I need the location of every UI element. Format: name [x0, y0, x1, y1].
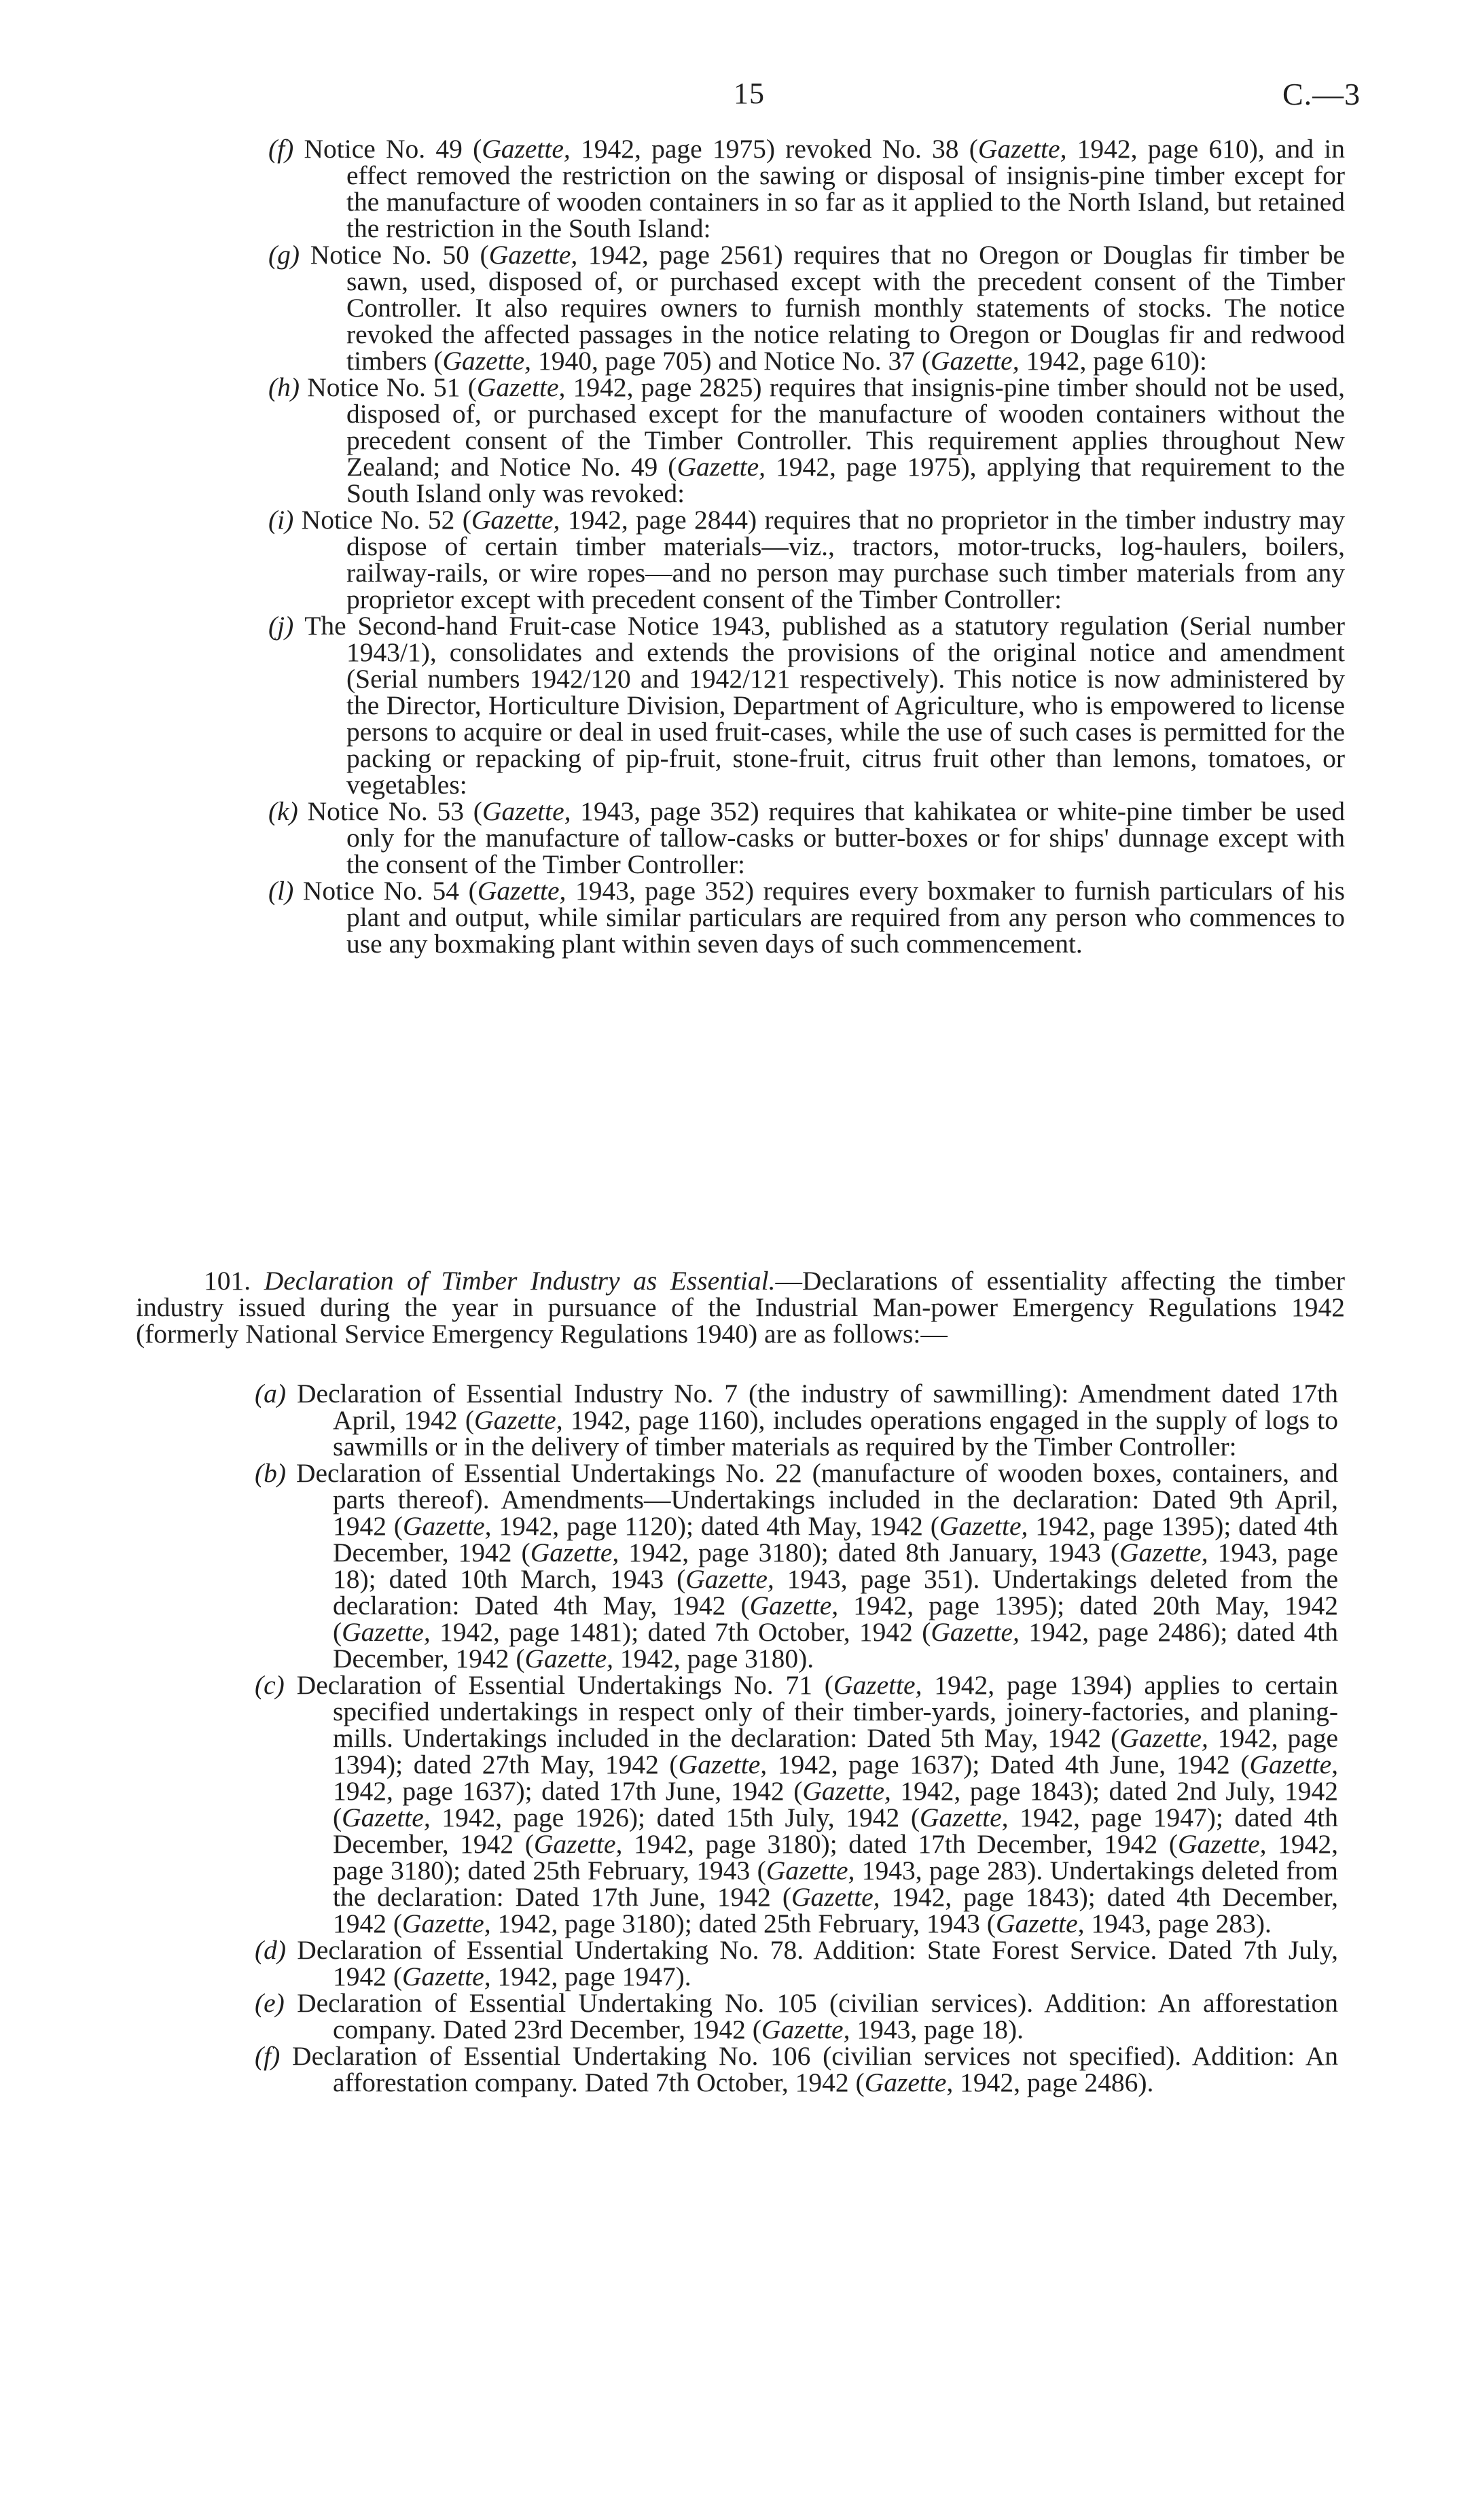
gazette-citation: Gazette, — [482, 796, 571, 826]
item-text: Notice No. 49 ( — [304, 134, 482, 164]
notice-item — [268, 374, 1345, 507]
gazette-citation: Gazette, — [791, 1882, 880, 1912]
gazette-citation: Gazette, — [1119, 1538, 1208, 1567]
gazette-citation: Gazette, — [1119, 1723, 1208, 1753]
item-label: (f) — [255, 2041, 281, 2071]
item-text: 1942, page 3180); dated 25th February, 1943 ( — [333, 1829, 1339, 1885]
gazette-citation: Gazette, — [977, 134, 1067, 164]
gazette-citation: Gazette, — [761, 2015, 850, 2044]
item-text: 1943, page 18); dated 10th March, 1943 ( — [333, 1538, 1338, 1594]
gazette-citation: Gazette, — [488, 240, 578, 270]
section-number: 101. — [204, 1266, 251, 1296]
item-label: (h) — [268, 372, 300, 402]
item-text: Declaration of Essential Undertaking No. 106 (civilian services not specified). Addition: An afforestation company. Dated 7th October, 1942 ( — [292, 2041, 1339, 2097]
item-text: 1942, page 1975) revoked No. 38 ( — [570, 134, 978, 164]
gazette-citation: Gazette, — [533, 1829, 623, 1859]
item-label: (j) — [268, 611, 294, 641]
item-text: Notice No. 50 ( — [310, 240, 489, 270]
gazette-citation: Gazette, — [749, 1591, 839, 1620]
item-text: Notice No. 54 ( — [302, 876, 478, 906]
gazette-citation: Gazette, — [442, 346, 532, 376]
notice-list — [268, 136, 1345, 957]
item-text: 1942, page 2486); dated 4th December, 1942 ( — [333, 1617, 1338, 1673]
item-text: 1942, page 1947). — [490, 1962, 691, 1991]
item-text: 1942, page 1637); dated 17th June, 1942 ( — [333, 1776, 803, 1806]
item-text: Notice No. 52 ( — [301, 505, 471, 535]
gazette-citation: Gazette, — [474, 1405, 563, 1435]
item-text: 1943, page 18). — [850, 2015, 1024, 2044]
item-text: 1942, page 1394); dated 27th May, 1942 ( — [333, 1723, 1338, 1779]
gazette-citation: Gazette, — [864, 2068, 954, 2097]
item-text: 1942, page 1637); Dated 4th June, 1942 ( — [767, 1750, 1250, 1779]
item-text: 1942, page 1975), applying that requirement to the South Island only was revoked: — [346, 452, 1345, 508]
page-number: 15 — [734, 77, 765, 110]
gazette-citation: Gazette, — [1178, 1829, 1267, 1859]
item-label: (i) — [268, 505, 294, 535]
item-label: (b) — [255, 1458, 287, 1488]
gazette-citation: Gazette, — [802, 1776, 891, 1806]
item-text: 1942, page 1926); dated 15th July, 1942 ( — [430, 1803, 920, 1832]
item-text: Declaration of Essential Undertakings No. 22 (manufacture of wooden boxes, containers, and parts thereof). Amendments—Undertakings included in the declaration: Dated 9th April, 1942 ( — [295, 1458, 1339, 1541]
item-text: 1940, page 705) and Notice No. 37 ( — [531, 346, 931, 376]
item-text: 1942, page 1481); dated 7th October, 1942 ( — [430, 1617, 931, 1647]
gazette-citation: Gazette, — [482, 134, 571, 164]
item-text: 1943, page 352) requires every boxmaker to furnish particulars of his plant and output, while similar particulars are required from any person who commences to use any boxmaking plant within seven days of such commencement. — [346, 876, 1346, 959]
item-text: 1942, page 3180); dated 17th December, 1942 ( — [622, 1829, 1178, 1859]
document-reference: C.—3 — [1282, 77, 1361, 111]
item-text: 1942, page 2844) requires that no proprietor in the timber industry may dispose of certain timber materials—viz., tractors, motor-trucks, log-haulers, boilers, railway-rails, or wire ropes—and no person may purchase such timber materials from any proprietor except with precedent consent of the Timber Controller: — [346, 505, 1345, 614]
declaration-item — [255, 1381, 1338, 1460]
item-label: (g) — [268, 240, 300, 270]
item-text: Declaration of Essential Undertaking No. 78. Addition: State Forest Service. Dated 7th July, 1942 ( — [297, 1935, 1338, 1991]
declaration-item — [255, 1937, 1338, 1990]
item-text: 1942, page 3180); dated 8th January, 1943 ( — [619, 1538, 1120, 1567]
item-text: 1942, page 2561) requires that no Oregon or Douglas fir timber be sawn, used, disposed of, or purchased except with the precedent consent of the Timber Controller. It also requires owners to furnish monthly statements of stocks. The notice revoked the affected passages in the notice relating to Oregon or Douglas fir and redwood timbers ( — [346, 240, 1346, 376]
item-text: Declaration of Essential Undertaking No. 105 (civilian services). Addition: An afforestation company. Dated 23rd December, 1942 ( — [297, 1988, 1338, 2044]
item-label: (e) — [255, 1988, 285, 2018]
gazette-citation: Gazette, — [402, 1962, 491, 1991]
section-heading: Declaration of Timber Industry as Essential. — [264, 1266, 776, 1296]
item-text: 1942, page 1395); dated 20th May, 1942 ( — [333, 1591, 1338, 1647]
item-text: Declaration of Essential Undertakings No. 71 ( — [296, 1670, 833, 1700]
notice-item — [268, 136, 1345, 242]
notice-item — [268, 878, 1345, 957]
gazette-citation: Gazette, — [524, 1644, 614, 1673]
item-text: 1942, page 610), and in effect removed the restriction on the sawing or disposal of insignis-pine timber except for the manufacture of wooden containers in so far as it applied to the North Island, but retained the restriction in the South Island: — [346, 134, 1345, 243]
item-text: 1942, page 1394) applies to certain specified undertakings in respect only of their timber-yards, joinery-factories, and planing-mills. Undertakings included in the declaration: Dated 5th May, 1942 ( — [333, 1670, 1339, 1753]
item-text: Declaration of Essential Industry No. 7 (the industry of sawmilling): Amendment dated 17th April, 1942 ( — [297, 1379, 1338, 1435]
item-text: 1942, page 1120); dated 4th May, 1942 ( — [491, 1511, 939, 1541]
item-label: (f) — [268, 134, 294, 164]
section-text: —Declarations of essentiality affecting the timber industry issued during the year in pursuance of the Industrial Man-power Emergency Regulations 1942 (formerly National Service Emergency Regulations 1940) are as follows:— — [136, 1266, 1345, 1349]
gazette-citation: Gazette, — [931, 346, 1020, 376]
item-text: 1942, page 2825) requires that insignis-pine timber should not be used, disposed of, or purchased except for the manufacture of wooden containers without the precedent consent of the Timber Controller. This requirement applies throughout New Zealand; and Notice No. 49 ( — [346, 372, 1346, 482]
gazette-citation: Gazette, — [833, 1670, 922, 1700]
gazette-citation: Gazette, — [476, 372, 566, 402]
item-label: (c) — [255, 1670, 285, 1700]
declaration-item — [255, 1460, 1338, 1672]
item-text: 1942, page 3180); dated 25th February, 1943 ( — [490, 1909, 996, 1938]
item-text: Notice No. 51 ( — [307, 372, 477, 402]
item-text: 1942, page 1843); dated 4th December, 1942 ( — [333, 1882, 1338, 1938]
gazette-citation: Gazette, — [471, 505, 560, 535]
gazette-citation: Gazette, — [402, 1511, 492, 1541]
gazette-citation: Gazette, — [342, 1617, 431, 1647]
gazette-citation: Gazette, — [919, 1803, 1009, 1832]
item-text: 1942, page 1395); dated 4th December, 1942 ( — [333, 1511, 1338, 1567]
item-text: 1943, page 283). Undertakings deleted from the declaration: Dated 17th June, 1942 ( — [333, 1856, 1339, 1912]
declaration-item — [255, 1990, 1338, 2043]
item-text: 1942, page 1160), includes operations engaged in the supply of logs to sawmills or in the delivery of timber materials as required by the Timber Controller: — [333, 1405, 1338, 1461]
gazette-citation: Gazette, — [995, 1909, 1085, 1938]
gazette-citation: Gazette, — [677, 452, 766, 482]
gazette-citation: Gazette, — [402, 1909, 491, 1938]
gazette-citation: Gazette, — [1249, 1750, 1338, 1779]
gazette-citation: Gazette, — [685, 1564, 774, 1594]
item-text: 1942, page 1843); dated 2nd July, 1942 ( — [333, 1776, 1339, 1832]
item-label: (k) — [268, 796, 298, 826]
gazette-citation: Gazette, — [678, 1750, 768, 1779]
item-label: (l) — [268, 876, 294, 906]
item-text: The Second-hand Fruit-case Notice 1943, published as a statutory regulation (Serial number 1943/1), consolidates and extends the provisions of the original notice and amendment (Serial numbers 1942/120 and 1942/121 respectively). This notice is now administered by the Director, Horticulture Division, Department of Agriculture, who is empowered to license persons to acquire or deal in used fruit-cases, while the use of such cases is permitted for the packing or repacking of pip-fruit, stone-fruit, citrus fruit other than lemons, tomatoes, or vegetables: — [304, 611, 1345, 800]
item-label: (a) — [255, 1379, 287, 1408]
item-text: 1942, page 1947); dated 4th December, 1942 ( — [333, 1803, 1338, 1859]
item-text: Notice No. 53 ( — [307, 796, 482, 826]
notice-item — [268, 507, 1345, 613]
gazette-citation: Gazette, — [939, 1511, 1028, 1541]
item-text: 1942, page 610): — [1019, 346, 1208, 376]
gazette-citation: Gazette, — [477, 876, 566, 906]
section-101-paragraph — [136, 1268, 1345, 1347]
declaration-item — [255, 1672, 1338, 1937]
gazette-citation: Gazette, — [766, 1856, 855, 1885]
notice-item — [268, 613, 1345, 798]
notice-item — [268, 798, 1345, 878]
item-text: 1942, page 3180). — [613, 1644, 814, 1673]
item-text: 1943, page 283). — [1084, 1909, 1272, 1938]
item-text: 1943, page 351). Undertakings deleted from the declaration: Dated 4th May, 1942 ( — [333, 1564, 1338, 1620]
item-label: (d) — [255, 1935, 287, 1965]
gazette-citation: Gazette, — [931, 1617, 1020, 1647]
gazette-citation: Gazette, — [342, 1803, 431, 1832]
notice-item — [268, 242, 1345, 374]
gazette-citation: Gazette, — [530, 1538, 619, 1567]
item-text: 1942, page 2486). — [953, 2068, 1154, 2097]
declaration-list — [255, 1381, 1338, 2096]
declaration-item — [255, 2043, 1338, 2096]
item-text: 1943, page 352) requires that kahikatea or white-pine timber be used only for the manufacture of tallow-casks or butter-boxes or for ships' dunnage except with the consent of the Timber Controller: — [346, 796, 1346, 879]
